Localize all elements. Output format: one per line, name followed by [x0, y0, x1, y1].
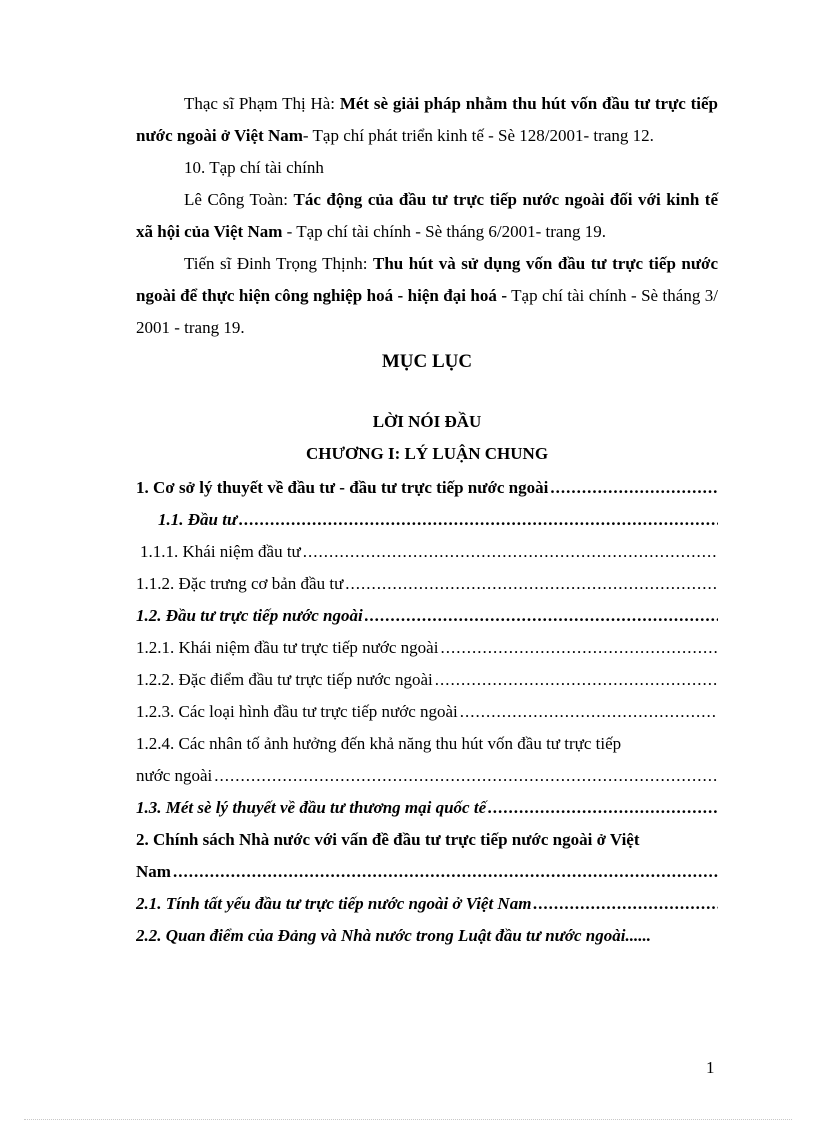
toc-leader-dots: [345, 568, 718, 600]
toc-entry: 1.3. Mét sè lý thuyết về đầu tư thương mại quốc tế .....: [136, 792, 718, 824]
reference-source: - Tạp chí tài chính - Sè tháng 6/2001- trang 19.: [282, 222, 606, 241]
toc-entry: 1.2.3. Các loại hình đầu tư trực tiếp nước ngoài .....: [136, 696, 718, 728]
page-number: 1: [706, 1058, 715, 1077]
toc-entry: 2.1. Tính tất yếu đầu tư trực tiếp nước ngoài ở Việt Nam .....: [136, 888, 718, 920]
toc-entry: 1. Cơ sở lý thuyết về đầu tư - đầu tư trực tiếp nước ngoài .....: [136, 472, 718, 504]
toc-leader-dots: [435, 664, 718, 696]
toc-leader-dots: [303, 536, 718, 568]
toc-entry-continuation: Nam .....: [136, 856, 718, 888]
toc-leader-dots: [365, 600, 718, 632]
toc-preface: LỜI NÓI ĐẦU: [372, 412, 482, 431]
toc-leader-dots: [239, 504, 718, 536]
toc-entry: 1.1.2. Đặc trưng cơ bản đầu tư .....: [136, 568, 718, 600]
toc-entry-multiline: 1.2.4. Các nhân tố ảnh hưởng đến khả năng thu hút vốn đầu tư trực tiếp: [136, 734, 622, 753]
toc-leader-dots: [488, 792, 718, 824]
toc-chapter-heading: CHƯƠNG I: LÝ LUẬN CHUNG: [305, 444, 549, 463]
toc-leader-dots: [550, 472, 718, 504]
reference-3: [136, 248, 718, 344]
reference-source: - Tạp chí phát triển kinh tế - Sè 128/2001- trang 12.: [302, 126, 654, 145]
toc-entry-multiline: 2. Chính sách Nhà nước với vấn đề đầu tư trực tiếp nước ngoài ở Việt: [136, 830, 640, 849]
document-page: [136, 88, 718, 952]
toc-entry: 1.1.1. Khái niệm đầu tư .....: [136, 536, 718, 568]
toc-leader-dots: [460, 696, 718, 728]
reference-title: Tác động của đầu tư trực tiếp nước ngoài đối với kinh tế xã hội của Việt Nam: [136, 190, 719, 241]
toc-entry: 1.2.1. Khái niệm đầu tư trực tiếp nước ngoài .....: [136, 632, 718, 664]
reference-2: [136, 184, 718, 248]
reference-1: [136, 88, 718, 152]
toc-leader-dots: [173, 856, 718, 888]
page-bottom-divider: [24, 1119, 792, 1120]
toc-entry: 1.1. Đầu tư .....: [136, 504, 718, 536]
reference-author: Tiến sĩ Đinh Trọng Thịnh:: [184, 254, 368, 273]
toc-entry-continuation: nước ngoài .....: [136, 760, 718, 792]
toc-entry: 1.2. Đầu tư trực tiếp nước ngoài .....: [136, 600, 718, 632]
reference-source: Tạp chí tài chính - Sè tháng 3/ 2001 - trang 19.: [136, 286, 719, 337]
toc-entry: 1.2.2. Đặc điểm đầu tư trực tiếp nước ngoài .....: [136, 664, 718, 696]
reference-author: Lê Công Toàn:: [184, 190, 288, 209]
toc-leader-dots: [440, 632, 718, 664]
reference-author: Thạc sĩ Phạm Thị Hà:: [184, 94, 336, 113]
reference-title: Thu hút và sử dụng vốn đầu tư trực tiếp nước ngoài để thực hiện công nghiệp hoá - hiện đại hoá -: [136, 254, 718, 305]
toc-entry: 2.2. Quan điểm của Đảng và Nhà nước trong Luật đầu tư nước ngoài......: [136, 926, 651, 945]
toc-leader-dots: [533, 888, 718, 920]
reference-section-heading: 10. Tạp chí tài chính: [184, 158, 324, 177]
toc-title: MỤC LỤC: [381, 351, 473, 372]
toc-leader-dots: [214, 760, 718, 792]
reference-title: Mét sè giải pháp nhằm thu hút vốn đầu tư trực tiếp nước ngoài ở Việt Nam: [136, 94, 719, 145]
